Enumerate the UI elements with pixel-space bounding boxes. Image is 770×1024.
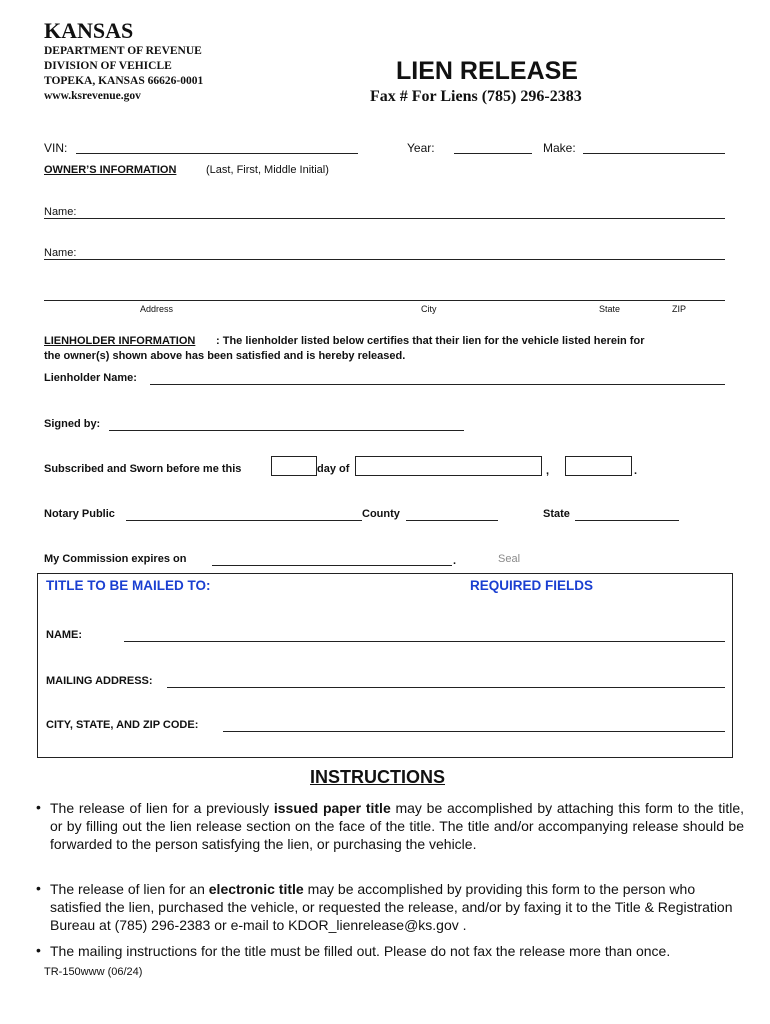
commission-label: My Commission expires on [44, 553, 187, 565]
fax-line: Fax # For Liens (785) 296-2383 [370, 88, 582, 105]
instructions-heading: INSTRUCTIONS [310, 767, 445, 787]
year-label: Year: [407, 141, 435, 155]
form-title: LIEN RELEASE [396, 57, 578, 85]
seal-label: Seal [498, 553, 521, 565]
address-label: Address [140, 304, 174, 314]
mail-name-field[interactable] [124, 641, 725, 642]
state-label: State [599, 304, 621, 314]
lienholder-certify-line2: the owner(s) shown above has been satisfied and is hereby released. [44, 350, 406, 362]
make-field[interactable] [583, 153, 725, 154]
make-label: Make: [543, 141, 576, 155]
vin-label: VIN: [44, 141, 68, 155]
mail-address-label: MAILING ADDRESS: [46, 675, 153, 687]
city-label: City [421, 304, 437, 314]
day-of-label: day of [317, 463, 350, 475]
commission-period: . [453, 555, 457, 567]
required-fields-label: REQUIRED FIELDS [470, 578, 594, 593]
mail-name-label: NAME: [46, 629, 83, 641]
owner-name1-field[interactable] [44, 218, 725, 219]
owner-section-label: OWNER’S INFORMATION [44, 164, 177, 176]
state-title: KANSAS [44, 18, 134, 43]
instruction-3: The mailing instructions for the title must be filled out. Please do not fax the release more than once. [50, 943, 671, 959]
sworn-label: Subscribed and Sworn before me this [44, 463, 242, 475]
mail-city-field[interactable] [223, 731, 725, 732]
dept-line-1: DEPARTMENT OF REVENUE [44, 45, 202, 57]
bullet-3-dot: • [36, 942, 41, 958]
lienholder-name-label: Lienholder Name: [44, 372, 137, 384]
zip-label: ZIP [672, 304, 687, 314]
notary-state-field[interactable] [575, 520, 679, 521]
dept-line-3: TOPEKA, KANSAS 66626-0001 [44, 75, 204, 87]
mailing-title: TITLE TO BE MAILED TO: [46, 578, 211, 593]
county-field[interactable] [406, 520, 498, 521]
owner-name1-label: Name: [44, 206, 77, 218]
lienholder-section-label: LIENHOLDER INFORMATION [44, 335, 196, 347]
instruction-2: The release of lien for an electronic title may be accomplished by providing this form to the person who satisfied the lien, purchased the vehicle, or requested the release, and/or by faxing it to the Title & Registration Bureau at (785) 296-2383 or e-mail to KDOR_lienrelease@ks.gov . [50, 881, 733, 933]
dept-line-2: DIVISION OF VEHICLE [44, 60, 172, 72]
instruction-1: The release of lien for a previously issued paper title may be accomplished by attaching this form to the title, or by filling out the lien release section on the face of the title. The title and/or accompanying release should be forwarded to the person satisfying the lien, or purchasing the vehicle. [50, 800, 744, 852]
notary-state-label: State [543, 508, 570, 520]
notary-label: Notary Public [44, 508, 115, 520]
signed-by-field[interactable] [109, 430, 464, 431]
lienholder-certify-line1: : The lienholder listed below certifies that their lien for the vehicle listed herein for [216, 335, 645, 347]
sworn-comma: , [546, 465, 550, 477]
website: www.ksrevenue.gov [44, 90, 141, 102]
owner-name2-label: Name: [44, 247, 77, 259]
form-number: TR-150www (06/24) [44, 966, 143, 978]
owner-section-hint: (Last, First, Middle Initial) [206, 164, 329, 176]
notary-field[interactable] [126, 520, 362, 521]
sworn-month-field[interactable] [355, 456, 542, 476]
sworn-year-field[interactable] [565, 456, 632, 476]
owner-name2-field[interactable] [44, 259, 725, 260]
sworn-period: . [634, 465, 638, 477]
lienholder-name-field[interactable] [150, 384, 725, 385]
commission-field[interactable] [212, 565, 452, 566]
sworn-day-field[interactable] [271, 456, 317, 476]
bullet-2-dot: • [36, 880, 41, 896]
owner-address-field[interactable] [44, 300, 725, 301]
year-field[interactable] [454, 153, 532, 154]
bullet-1-dot: • [36, 799, 41, 815]
mail-city-label: CITY, STATE, AND ZIP CODE: [46, 719, 199, 731]
signed-by-label: Signed by: [44, 418, 101, 430]
vin-field[interactable] [76, 153, 358, 154]
mail-address-field[interactable] [167, 687, 725, 688]
county-label: County [362, 508, 400, 520]
